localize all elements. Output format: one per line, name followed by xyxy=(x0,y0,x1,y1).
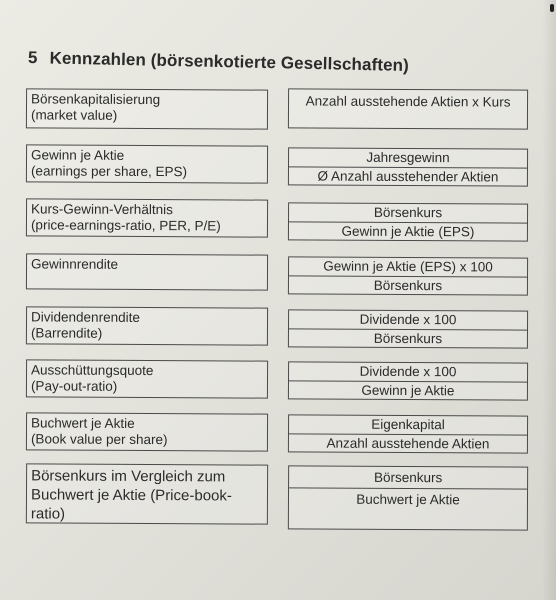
ratio-name: Börsenkapitalisierung xyxy=(31,91,161,108)
ratio-name: Kurs-Gewinn-Verhältnis xyxy=(31,201,173,218)
formula-numerator: Börsenkurs xyxy=(289,466,527,489)
ratio-label-book-value xyxy=(26,412,268,451)
ratio-english-name: (Book value per share) xyxy=(30,431,168,448)
formula-denominator: Gewinn je Aktie xyxy=(361,382,455,399)
ratio-label-earnings-yield xyxy=(26,253,268,290)
formula-numerator: Gewinn je Aktie (EPS) x 100 xyxy=(289,257,527,277)
ratio-name: Ausschüttungsquote xyxy=(31,362,154,379)
ratio-label-dividend-yield xyxy=(26,306,268,345)
ratio-name-cont: Buchwert je Aktie (Price-book- xyxy=(30,486,232,505)
ratio-english-name: (Pay-out-ratio) xyxy=(30,378,118,394)
ratio-english-name: (price-earnings-ratio, PER, P/E) xyxy=(30,217,221,234)
formula-numerator: Börsenkurs xyxy=(289,203,527,223)
ratio-name: Dividendenrendite xyxy=(31,309,140,325)
ratio-formula-eps xyxy=(288,147,528,186)
ratio-label-eps xyxy=(26,144,268,183)
formula-numerator: Jahresgewinn xyxy=(289,148,527,168)
ratio-name: Buchwert je Aktie xyxy=(31,415,135,431)
section-number: 5 xyxy=(27,48,38,68)
ratio-formula-book-value xyxy=(288,414,528,453)
formula-numerator: Dividende x 100 xyxy=(289,310,527,330)
ratio-formula-per xyxy=(288,202,528,241)
ratio-name-cont: ratio) xyxy=(30,505,66,523)
formula-numerator: Eigenkapital xyxy=(289,415,527,435)
ratio-name: Börsenkurs im Vergleich zum xyxy=(31,467,226,486)
formula-denominator: Börsenkurs xyxy=(373,277,443,294)
ratio-english-name: (Barrendite) xyxy=(30,325,103,341)
ratio-name: Gewinn je Aktie xyxy=(31,147,125,163)
ratio-label-per xyxy=(26,198,268,237)
formula-numerator: Dividende x 100 xyxy=(289,362,527,382)
ratio-english-name: (market value) xyxy=(30,107,118,123)
ratio-formula-price-book xyxy=(288,465,528,530)
ratio-name: Gewinnrendite xyxy=(31,256,119,272)
ratio-formula-market-value xyxy=(288,88,528,129)
ratio-label-price-book xyxy=(26,463,268,524)
formula-text: Anzahl ausstehende Aktien x Kurs xyxy=(305,93,511,110)
ratio-formula-earnings-yield xyxy=(288,256,528,295)
formula-denominator: Anzahl ausstehende Aktien xyxy=(326,435,490,452)
corner-mark xyxy=(550,4,554,12)
ratio-formula-dividend-yield xyxy=(288,309,528,348)
ratio-label-market-value xyxy=(26,88,268,129)
ratio-english-name: (earnings per share, EPS) xyxy=(30,163,188,180)
ratio-formula-payout-ratio xyxy=(288,361,528,400)
page-shadow xyxy=(542,0,556,600)
formula-denominator: Buchwert je Aktie xyxy=(356,491,460,508)
section-title xyxy=(28,48,409,76)
section-heading: Kennzahlen (börsenkotierte Gesellschaften) xyxy=(49,48,410,75)
ratio-label-payout-ratio xyxy=(26,359,268,398)
formula-denominator: Gewinn je Aktie (EPS) xyxy=(341,223,475,240)
formula-denominator: Börsenkurs xyxy=(373,330,443,347)
formula-denominator: Ø Anzahl ausstehender Aktien xyxy=(317,168,499,185)
